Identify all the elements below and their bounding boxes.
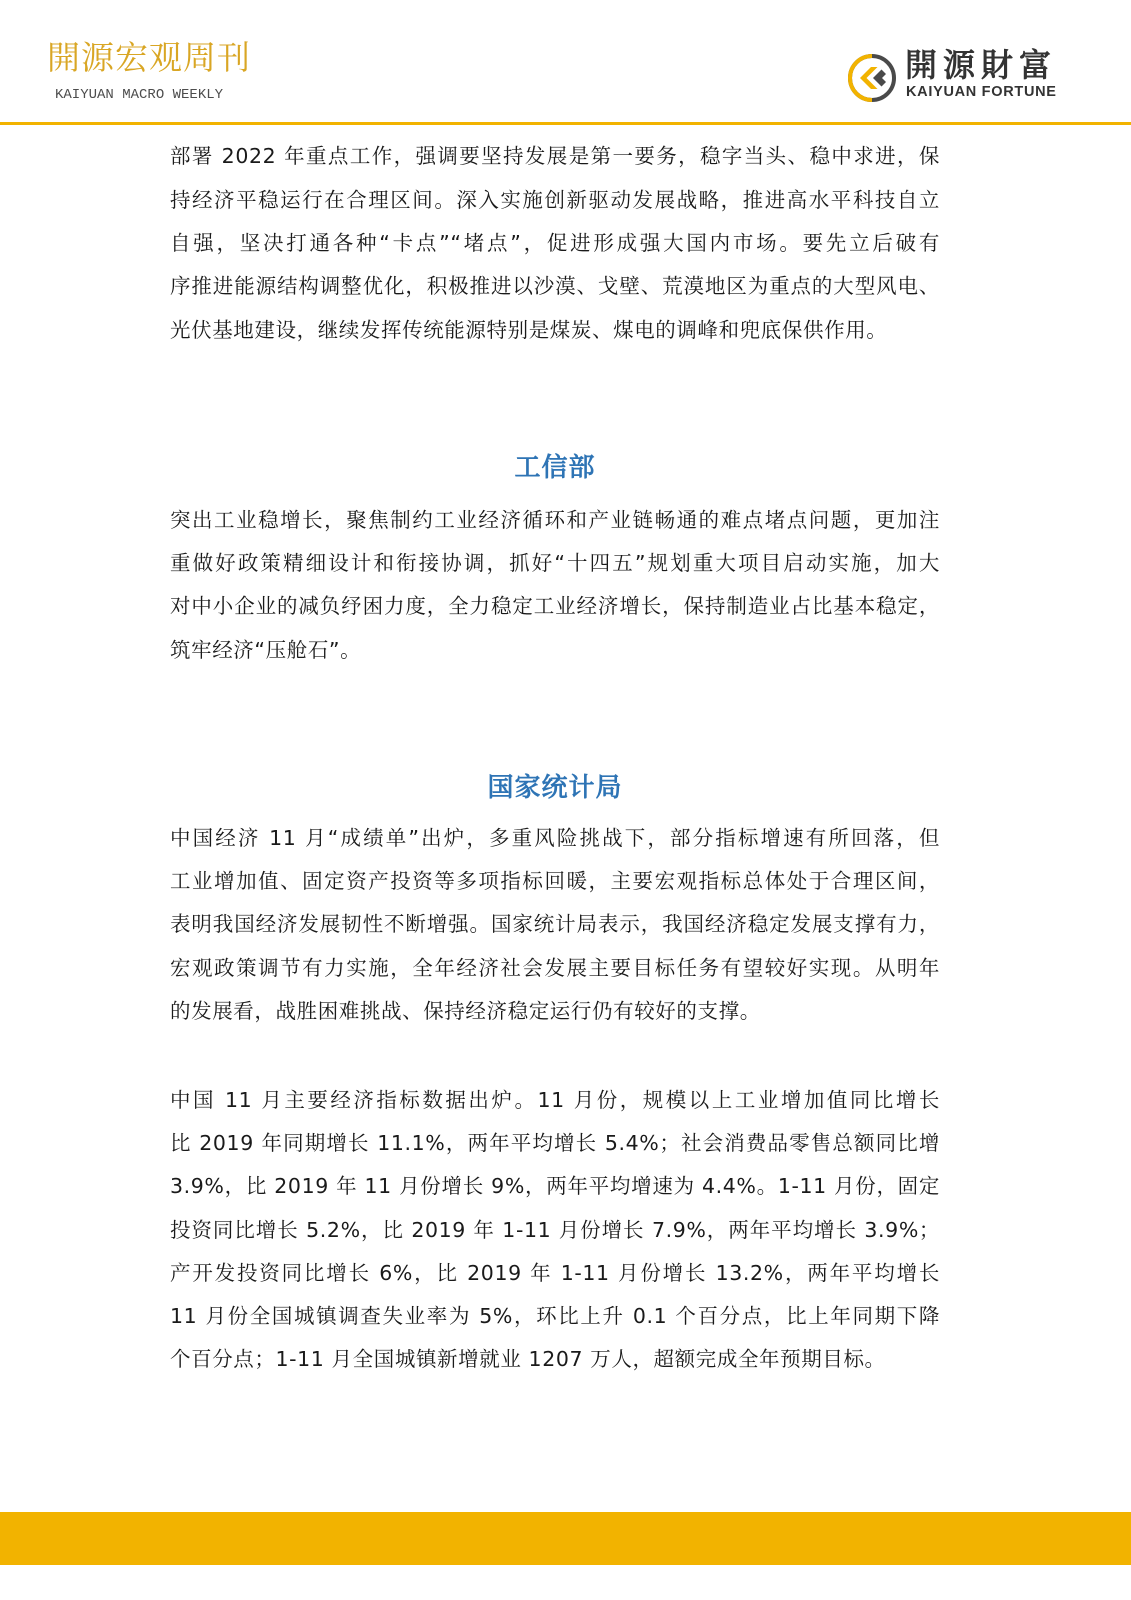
paragraph-line: 中国 11 月主要经济指标数据出炉。11 月份，规模以上工业增加值同比增长 (170, 1087, 940, 1112)
brand-name-en: KAIYUAN FORTUNE (906, 84, 1057, 100)
paragraph-line: 表明我国经济发展韧性不断增强。国家统计局表示，我国经济稳定发展支撑有力， (170, 912, 940, 937)
section-heading: 国家统计局 (487, 773, 623, 804)
kaiyuan-fortune-logo-icon (846, 52, 898, 104)
section-nbs (170, 768, 940, 1381)
paragraph-line: 序推进能源结构调整优化，积极推进以沙漠、戈壁、荒漠地区为重点的大型风电、 (170, 274, 940, 299)
paragraph-line: 11 月份全国城镇调查失业率为 5%，环比上升 0.1 个百分点，比上年同期下降 (170, 1304, 940, 1329)
paragraph-line: 突出工业稳增长，聚焦制约工业经济循环和产业链畅通的难点堵点问题，更加注 (170, 507, 940, 532)
paragraph (170, 1079, 940, 1382)
paragraph-line: 个百分点；1-11 月全国城镇新增就业 1207 万人，超额完成全年预期目标。 (170, 1347, 886, 1372)
paragraph-line: 投资同比增长 5.2%，比 2019 年 1-11 月份增长 7.9%，两年平均增长 3.9%； (170, 1217, 940, 1242)
report-subtitle: KAIYUAN MACRO WEEKLY (55, 87, 224, 103)
footer-band (0, 1512, 1131, 1565)
paragraph-line: 持经济平稳运行在合理区间。深入实施创新驱动发展战略，推进高水平科技自立 (170, 187, 940, 212)
paragraph-line: 部署 2022 年重点工作，强调要坚持发展是第一要务，稳字当头、稳中求进，保 (170, 144, 940, 169)
paragraph (170, 817, 940, 1033)
paragraph-line: 对中小企业的减负纾困力度，全力稳定工业经济增长，保持制造业占比基本稳定， (170, 594, 940, 619)
paragraph-line: 中国经济 11 月“成绩单”出炉，多重风险挑战下，部分指标增速有所回落，但 (170, 825, 940, 850)
paragraph-line: 筑牢经济“压舱石”。 (170, 637, 362, 662)
paragraph-line: 重做好政策精细设计和衔接协调，抓好“十四五”规划重大项目启动实施，加大 (170, 550, 940, 575)
paragraph-line: 比 2019 年同期增长 11.1%，两年平均增长 5.4%；社会消费品零售总额同比增 (170, 1130, 940, 1155)
paragraph-line: 宏观政策调节有力实施，全年经济社会发展主要目标任务有望较好实现。从明年 (170, 955, 940, 980)
header-rule (0, 122, 1131, 125)
article-body (170, 135, 940, 1381)
brand-name: 開源財富 (905, 46, 1058, 84)
paragraph-line: 的发展看，战胜困难挑战、保持经济稳定运行仍有较好的支撑。 (170, 998, 761, 1023)
paragraph-line: 自强，坚决打通各种“卡点”“堵点”，促进形成强大国内市场。要先立后破有 (170, 230, 940, 255)
paragraph (170, 135, 940, 351)
paragraph-line: 工业增加值、固定资产投资等多项指标回暖，主要宏观指标总体处于合理区间， (170, 868, 940, 893)
paragraph-line: 产开发投资同比增长 6%，比 2019 年 1-11 月份增长 13.2%，两年平均增长 (170, 1260, 940, 1285)
paragraph (170, 499, 940, 672)
paragraph-line: 3.9%，比 2019 年 11 月份增长 9%，两年平均增速为 4.4%。1-11 月份，固定 (170, 1174, 940, 1199)
paragraph-line: 光伏基地建设，继续发挥传统能源特别是煤炭、煤电的调峰和兜底保供作用。 (170, 317, 888, 342)
section-heading: 工信部 (514, 453, 596, 484)
section-miit (170, 448, 940, 672)
section-continuation (170, 135, 940, 351)
report-title: 開源宏观周刊 (47, 38, 251, 77)
